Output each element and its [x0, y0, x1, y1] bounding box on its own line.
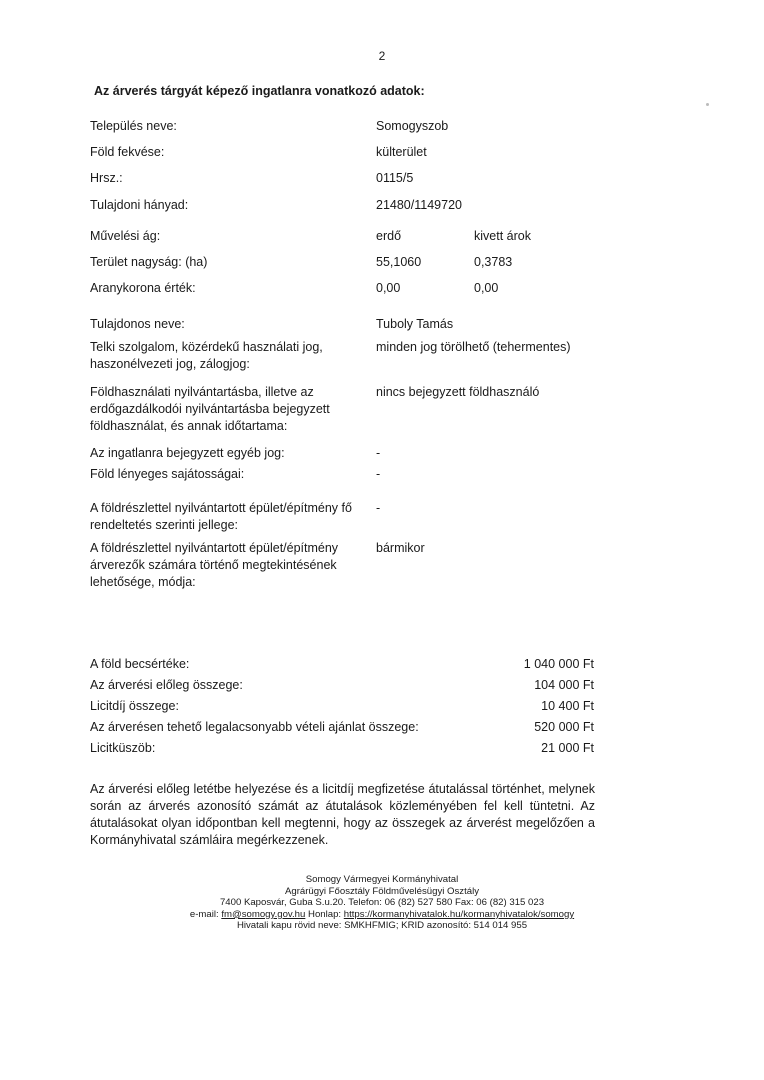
- field-label-telepules: Település neve:: [90, 119, 177, 133]
- fin-label-becsertek: A föld becsértéke:: [90, 657, 190, 671]
- footer-address: 7400 Kaposvár, Guba S.u.20. Telefon: 06 (82) 527 580 Fax: 06 (82) 315 023: [219, 897, 545, 909]
- field-label-sajatossag: Föld lényeges sajátosságai:: [90, 467, 245, 481]
- field-value-megtekintes: bármikor: [376, 541, 425, 555]
- footer-department: Agrárügyi Főosztály Földművelésügyi Osztály: [284, 885, 480, 897]
- scan-speck: [706, 103, 709, 106]
- field-value-epulet-jelleg: -: [376, 501, 381, 515]
- field-value-terhek: minden jog törölhető (tehermentes): [376, 340, 571, 354]
- field-value-muvelesi-2: kivett árok: [474, 229, 531, 243]
- fin-amount-licitkuszob: 21 000 Ft: [541, 741, 594, 755]
- field-label-tulajdonos: Tulajdonos neve:: [90, 317, 185, 331]
- fin-label-licitdij: Licitdíj összege:: [90, 699, 179, 713]
- fin-label-licitkuszob: Licitküszöb:: [90, 741, 156, 755]
- field-value-terulet-2: 0,3783: [474, 255, 513, 269]
- field-value-egyeb-jog: -: [376, 446, 381, 460]
- field-label-terhek: Telki szolgalom, közérdekű használati jog, haszonélvezeti jog, zálogjog:: [90, 340, 323, 371]
- fin-label-legalacsonyabb: Az árverésen tehető legalacsonyabb vételi ajánlat összege:: [90, 720, 419, 734]
- fin-amount-eloleg: 104 000 Ft: [534, 678, 594, 692]
- field-value-hrsz: 0115/5: [376, 171, 414, 185]
- transfer-instructions-paragraph: Az árverési előleg letétbe helyezése és a licitdíj megfizetése átutalással történhet, melynek során az árverés azonosító számát az átutalások közleményében fel kell tüntetni. Az átutalásokat olyan időpontban kell megtenni, hogy az összegek az árverést megelőzően a Kormányhivatal számláira megérkezzenek.: [90, 782, 595, 847]
- field-value-telepules: Somogyszob: [376, 119, 449, 133]
- field-value-tulajdonos: Tuboly Tamás: [376, 317, 454, 331]
- footer-org-name: Somogy Vármegyei Kormányhivatal: [305, 874, 459, 885]
- footer-krid: Hivatali kapu rövid neve: SMKHFMIG; KRID azonosító: 514 014 955: [236, 920, 528, 932]
- footer-homepage-link[interactable]: https://kormanyhivatalok.hu/kormanyhivatalok/somogy: [343, 908, 575, 920]
- field-label-hrsz: Hrsz.:: [90, 171, 123, 185]
- field-label-epulet-jelleg: A földrészlettel nyilvántartott épület/építmény fő rendeltetés szerinti jellege:: [90, 501, 352, 532]
- field-value-aranykorona-1: 0,00: [376, 281, 401, 295]
- field-label-fekves: Föld fekvése:: [90, 145, 165, 159]
- field-label-aranykorona: Aranykorona érték:: [90, 281, 196, 295]
- fin-amount-licitdij: 10 400 Ft: [541, 699, 594, 713]
- field-value-sajatossag: -: [376, 467, 381, 481]
- field-label-muvelesi: Művelési ág:: [90, 229, 161, 243]
- field-value-aranykorona-2: 0,00: [474, 281, 499, 295]
- footer-email-prefix: e-mail:: [189, 908, 222, 920]
- footer-homepage-prefix: Honlap:: [305, 908, 344, 920]
- field-value-hanyad: 21480/1149720: [376, 198, 462, 212]
- field-label-megtekintes: A földrészlettel nyilvántartott épület/építmény árverezők számára történő megtekintésének lehetősége, módja:: [90, 541, 339, 589]
- field-label-egyeb-jog: Az ingatlanra bejegyzett egyéb jog:: [90, 446, 285, 460]
- footer-email-link[interactable]: fm@somogy.gov.hu: [221, 908, 306, 920]
- field-value-fekves: külterület: [376, 145, 427, 159]
- field-label-hanyad: Tulajdoni hányad:: [90, 198, 189, 212]
- field-label-foldhasznalat: Földhasználati nyilvántartásba, illetve az erdőgazdálkodói nyilvántartásba bejegyzett földhasználat, és annak időtartama:: [90, 385, 330, 433]
- page-number: 2: [378, 49, 386, 63]
- footer: [0, 874, 764, 932]
- field-label-terulet: Terület nagyság: (ha): [90, 255, 208, 269]
- footer-contact-line: [0, 909, 764, 921]
- fin-amount-legalacsonyabb: 520 000 Ft: [534, 720, 594, 734]
- field-value-terulet-1: 55,1060: [376, 255, 422, 269]
- fin-label-eloleg: Az árverési előleg összege:: [90, 678, 243, 692]
- section-heading: Az árverés tárgyát képező ingatlanra vonatkozó adatok:: [94, 84, 425, 98]
- field-value-muvelesi-1: erdő: [376, 229, 402, 243]
- field-value-foldhasznalat: nincs bejegyzett földhasználó: [376, 385, 540, 399]
- fin-amount-becsertek: 1 040 000 Ft: [523, 657, 594, 671]
